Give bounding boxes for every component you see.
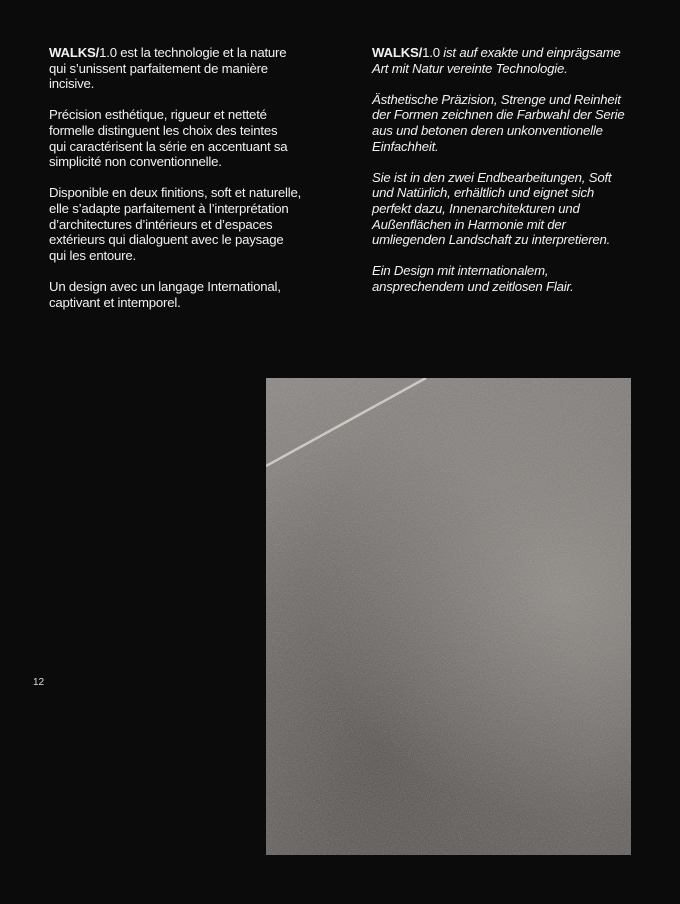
page-number: 12 bbox=[33, 677, 45, 688]
french-paragraph-1: WALKS/1.0 est la technologie et la nature qui s’unissent parfaitement de manière incisive. bbox=[49, 45, 287, 92]
french-paragraph-4: Un design avec un langage International, captivant et intemporel. bbox=[49, 278, 281, 310]
german-text-column bbox=[372, 45, 672, 310]
german-paragraph-2: Ästhetische Präzision, Strenge und Reinheit der Formen zeichnen die Farbwahl der Serie aus und betonen deren unkonventionelle Einfachheit. bbox=[372, 91, 625, 154]
german-paragraph-3: Sie ist in den zwei Endbearbeitungen, Soft und Natürlich, erhältlich und eignet sich perfekt dazu, Innenarchitekturen und Außenflächen in Harmonie mit der umliegenden Landschaft zu interpretieren. bbox=[372, 169, 612, 248]
german-paragraph-4: Ein Design mit internationalem, ansprechendem und zeitlosen Flair. bbox=[372, 263, 574, 294]
french-paragraph-3: Disponible en deux finitions, soft et naturelle, elle s’adapte parfaitement à l’interprétation d’architectures d’intérieurs et d’espaces extérieurs qui dialoguent avec le paysage qui les entoure. bbox=[49, 185, 302, 263]
version: 1.0 bbox=[422, 45, 440, 60]
stone-tile-photo bbox=[266, 378, 631, 855]
french-text-column bbox=[49, 45, 349, 326]
tile-joint-line bbox=[266, 378, 631, 855]
french-paragraph-2: Précision esthétique, rigueur et netteté formelle distinguent les choix des teintes qui caractérisent la série en accentuant sa simplicité non conventionnelle. bbox=[49, 107, 288, 170]
brand-name: WALKS/ bbox=[372, 45, 423, 60]
german-paragraph-1: WALKS/1.0 ist auf exakte und einprägsame Art mit Natur vereinte Technologie. bbox=[372, 45, 621, 76]
brand-name: WALKS/ bbox=[49, 45, 100, 60]
version: 1.0 bbox=[99, 45, 117, 60]
